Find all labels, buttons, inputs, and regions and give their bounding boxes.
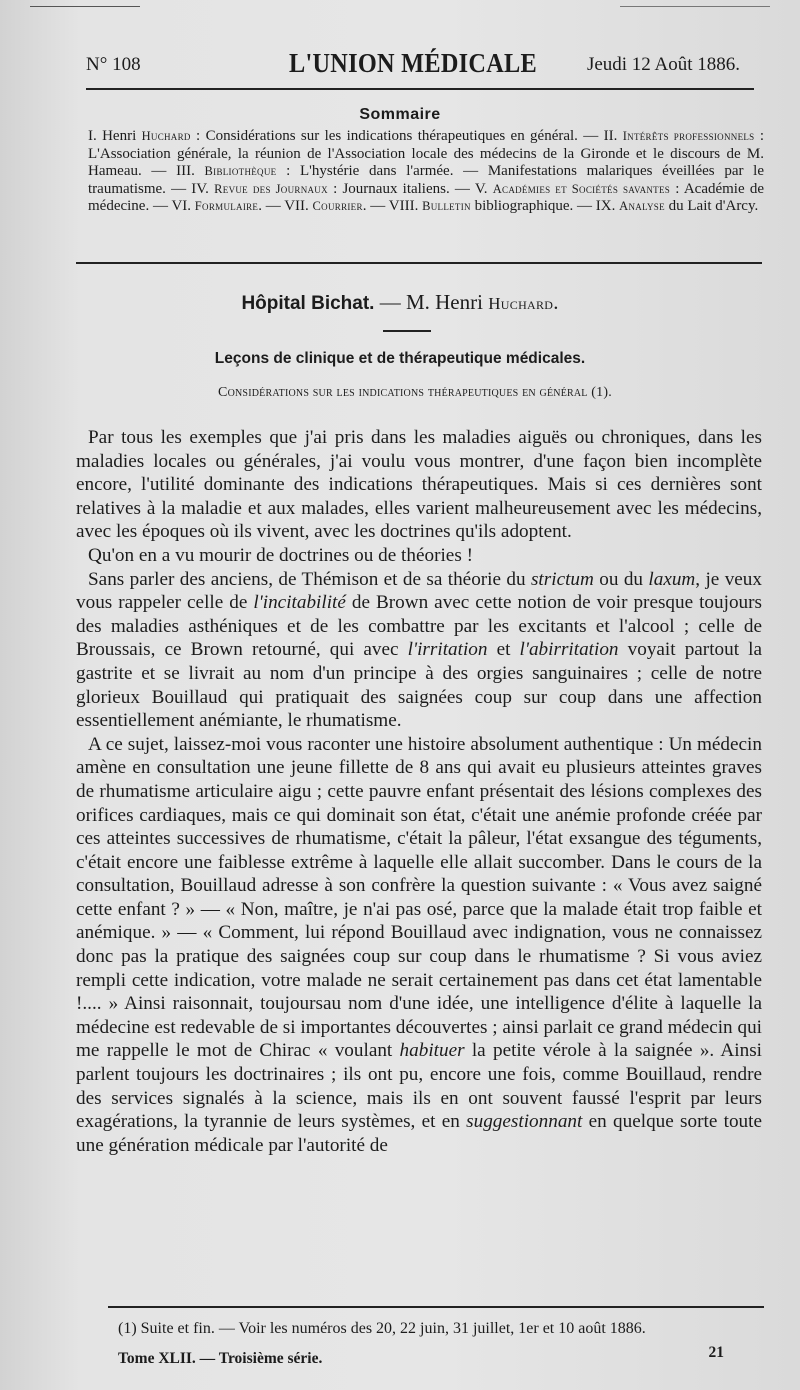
page-header xyxy=(86,48,740,82)
footnote: (1) Suite et fin. — Voir les numéros des 20, 22 juin, 31 juillet, 1er et 10 août 1886. xyxy=(118,1320,646,1337)
sommaire-text: I. Henri Huchard : Considérations sur les indications thérapeutiques en général. — II. Intérêts professionnels : L'Association générale, la réunion de l'Association locale des médecins de la Gironde et le discours de M. Hameau. — III. Bibliothèque : L'hystérie dans l'armée. — Manifestations malariques éveillées par le traumatisme. — IV. Revue des Journaux : Journaux italiens. — V. Académies et Sociétés savantes : Académie de médecine. — VI. Formulaire. — VII. Courrier. — VIII. Bulletin bibliographique. — IX. Analyse du Lait d'Arcy. xyxy=(88,128,764,214)
paragraph: Qu'on en a vu mourir de doctrines ou de théories ! xyxy=(88,544,473,566)
issue-number: N° 108 xyxy=(86,54,141,75)
lecons-heading: Leçons de clinique et de thérapeutique médicales. xyxy=(214,350,586,367)
tome-label: Tome XLII. — Troisième série. xyxy=(118,1350,323,1367)
paragraph: Sans parler des anciens, de Thémison et de sa théorie du strictum ou du laxum, je veux vous rappeler celle de l'incitabilité de Brown avec cette notion de voir presque toujours des maladies asthéniques et de les combattre par les excitants et l'alcool ; celle de Broussais, ce Brown retourné, qui avec l'irritation et l'abirritation voyait partout la gastrite et se livrait au nom d'un principe à des orgies sanguinaires ; celle de notre glorieux Bouillaud qui pratiquait des saignées coup sur coup dans une affection essentiellement anémiante, le rhumatisme. xyxy=(76,568,762,732)
header-rule xyxy=(86,88,754,90)
paragraph: A ce sujet, laissez-moi vous raconter une histoire absolument authentique : Un médecin amène en consultation une jeune fillette de 8 ans qui avait eu plusieurs atteintes graves de rhumatisme articulaire aigu ; cette pauvre enfant présentait des lésions complexes des orifices cardiaques, mais ce qui dominait son état, c'était une anémie profonde créée par ces atteintes successives de rhumatisme, c'était la pâleur, l'état exsangue des téguments, c'était encore une faiblesse extrême à laquelle elle allait succomber. Dans le cours de la consultation, Bouillaud adresse à son confrère la question suivante : « Vous avez saigné cette enfant ? » — « Non, maître, je n'ai pas osé, parce que la malade était trop faible et anémique. » — « Comment, lui répond Bouillaud avec indignation, vous ne connaissez donc pas la pratique des saignées coup sur coup dans le rhumatisme ? Si vous aviez rempli cette indication, votre malade ne serait certainement pas dans cet état lamentable !.... » Ainsi raisonnait, toujoursau nom d'une idée, une intelligence d'élite à laquelle la médecine est redevable de si importantes découvertes ; ainsi parlait ce grand médecin qui me rappelle le mot de Chirac « voulant habituer la petite vérole à la saignée ». Ainsi parlent toujours les doctrinaires ; ils ont pu, encore une fois, comme Bouillaud, rendre des services signalés à la science, mais ils en ont souvent faussé l'esprit par leurs exagérations, la tyrannie de leurs systèmes, et en suggestionnant en quelque sorte toute une génération médicale par l'autorité de xyxy=(76,733,763,1156)
sommaire-rule xyxy=(76,262,762,264)
page-footer xyxy=(118,1344,724,1368)
top-edge-rule xyxy=(620,6,770,7)
sommaire-title: Sommaire xyxy=(359,106,441,123)
paragraph: Par tous les exemples que j'ai pris dans les maladies aiguës ou chroniques, dans les maladies locales ou générales, j'ai voulu vous montrer, d'une façon bien incomplète encore, l'utilité dominante des indications thérapeutiques. Mais si ces dernières sont relatives à la maladie et aux malades, elles varient malheureusement avec les médecins, avec les époques où ils vivent, avec les doctrines qu'ils adoptent. xyxy=(76,427,762,543)
hospital-heading: Hôpital Bichat. — M. Henri Huchard. xyxy=(241,290,559,314)
footnote-rule xyxy=(108,1306,764,1308)
considerations-subheading: Considérations sur les indications thérapeutiques en général (1). xyxy=(218,385,612,400)
page-number: 21 xyxy=(708,1344,724,1361)
journal-title: L'UNION MÉDICALE xyxy=(288,48,538,78)
top-edge-rule xyxy=(30,6,140,7)
article-body xyxy=(76,426,762,1157)
heading-rule xyxy=(383,330,431,332)
issue-date: Jeudi 12 Août 1886. xyxy=(586,54,740,75)
